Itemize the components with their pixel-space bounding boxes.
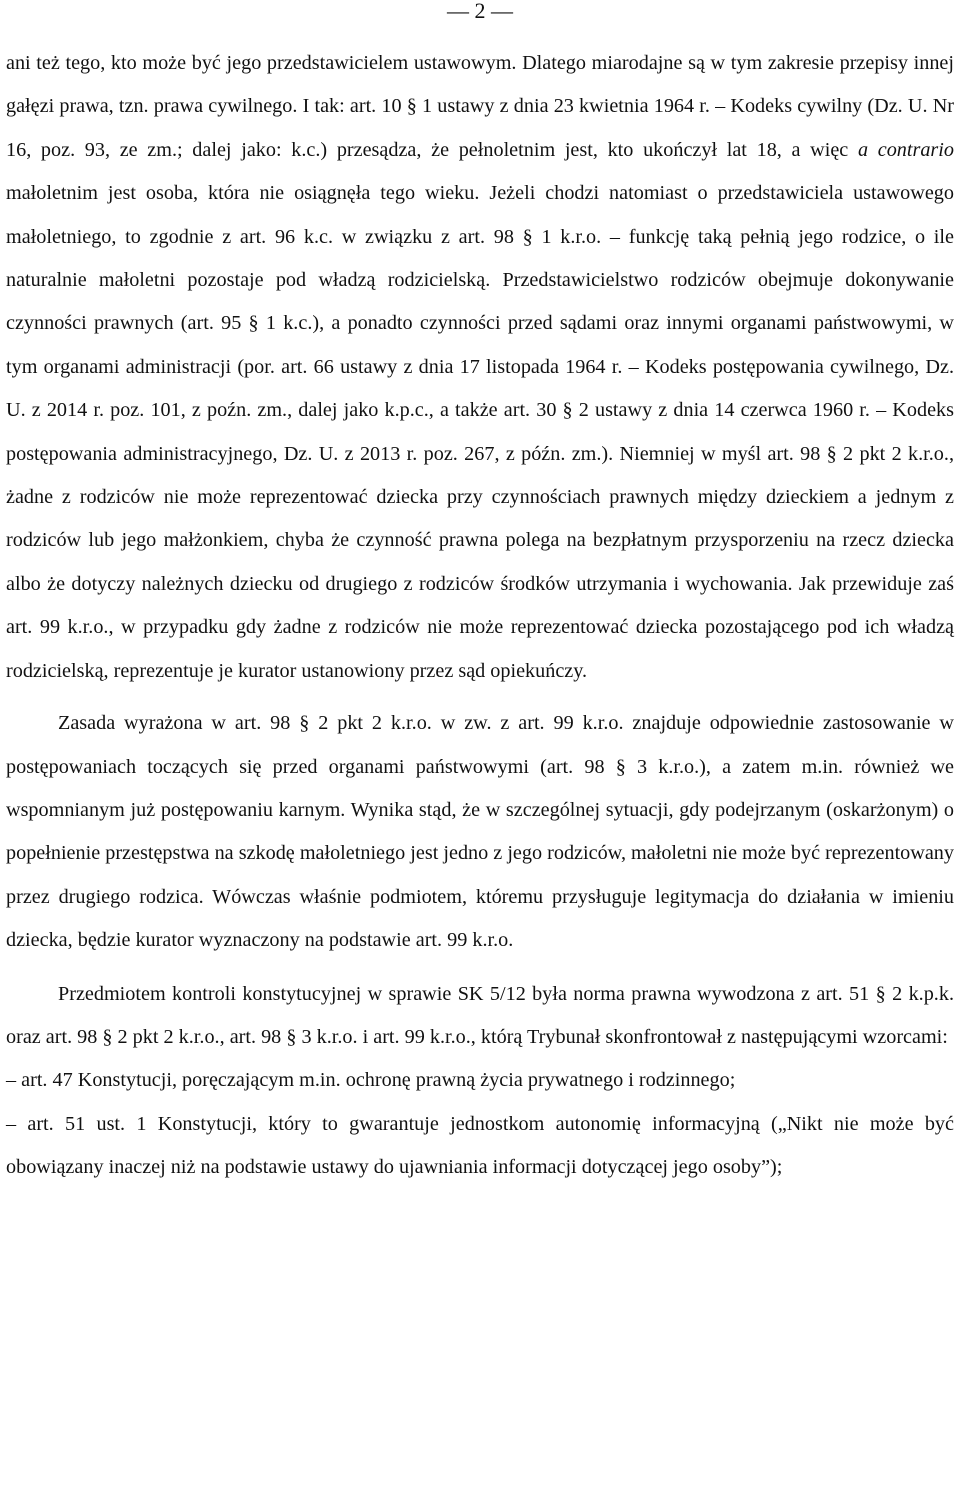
paragraph-1-part-a: ani też tego, kto może być jego przedstawicielem ustawowym. Dlatego miarodajne są w tym zakresie przepisy innej gałęzi prawa, tzn. prawa cywilnego. I tak: art. 10 § 1 ustawy z dnia 23 kwietnia 1964 r. – Kodeks cywilny (Dz. U. Nr 16, poz. 93, ze zm.; dalej jako: k.c.) przesądza, że pełnoletnim jest, kto ukończył lat 18, a więc bbox=[6, 52, 954, 161]
paragraph-3: Przedmiotem kontroli konstytucyjnej w sprawie SK 5/12 była norma prawna wywodzona z art. 51 § 2 k.p.k. oraz art. 98 § 2 pkt 2 k.r.o., art. 98 § 3 k.r.o. i art. 99 k.r.o., którą Trybunał skonfrontował z następującymi wzorcami: bbox=[6, 982, 954, 1048]
list-item-art-51: – art. 51 ust. 1 Konstytucji, który to gwarantuje jednostkom autonomię informacyjną („Nikt nie może być obowiązany inaczej niż na podstawie ustawy do ujawniania informacji dotyczącej jego osoby”); bbox=[6, 1112, 954, 1179]
list-item-art-47: – art. 47 Konstytucji, poręczającym m.in. ochronę prawną życia prywatnego i rodzinnego; bbox=[6, 1069, 736, 1092]
page-number: — 2 — bbox=[447, 0, 513, 23]
paragraph-1 bbox=[6, 42, 954, 693]
paragraph-1-part-b: małoletnim jest osoba, która nie osiągnęła tego wieku. Jeżeli chodzi natomiast o przedstawiciela ustawowego małoletniego, to zgodnie z art. 96 k.c. w związku z art. 98 § 1 k.r.o. – funkcję taką pełnią jego rodzice, o ile naturalnie małoletni pozostaje pod władzą rodzicielską. Przedstawicielstwo rodziców obejmuje dokonywanie czynności prawnych (art. 95 § 1 k.c.), a ponadto czynności przed sądami oraz innymi organami państwowymi, w tym organami administracji (por. art. 66 ustawy z dnia 17 listopada 1964 r. – Kodeks postępowania cywilnego, Dz. U. z 2014 r. poz. 101, z poźn. zm., dalej jako k.p.c., a także art. 30 § 2 ustawy z dnia 14 czerwca 1960 r. – Kodeks postępowania administracyjnego, Dz. U. z 2013 r. poz. 267, z późn. zm.). Niemniej w myśl art. 98 § 2 pkt 2 k.r.o., żadne z rodziców nie może reprezentować dziecka przy czynnościach prawnych między dzieckiem a jednym z rodziców lub jego małżonkiem, chyba że czynność prawna polega na bezpłatnym przysporzeniu na rzecz dziecka albo że dotyczy należnych dziecku od drugiego z rodziców środków utrzymania i wychowania. Jak przewiduje zaś art. 99 k.r.o., w przypadku gdy żadne z rodziców nie może reprezentować dziecka pozostającego pod ich władzą rodzicielską, reprezentuje je kurator ustanowiony przez sąd opiekuńczy. bbox=[6, 182, 954, 682]
paragraph-2: Zasada wyrażona w art. 98 § 2 pkt 2 k.r.o. w zw. z art. 99 k.r.o. znajduje odpowiednie zastosowanie w postępowaniach toczących się przed organami państwowymi (art. 98 § 3 k.r.o.), a zatem m.in. również we wspomnianym już postępowaniu karnym. Wynika stąd, że w szczególnej sytuacji, gdy podejrzanym (oskarżonym) o popełnienie przestępstwa na szkodę małoletniego jest jedno z jego rodziców, małoletni nie może być reprezentowany przez drugiego rodzica. Wówczas właśnie podmiotem, któremu przysługuje legitymacja do działania w imieniu dziecka, będzie kurator wyznaczony na podstawie art. 99 k.r.o. bbox=[6, 712, 954, 952]
paragraph-1-italic: a contrario bbox=[857, 138, 954, 161]
